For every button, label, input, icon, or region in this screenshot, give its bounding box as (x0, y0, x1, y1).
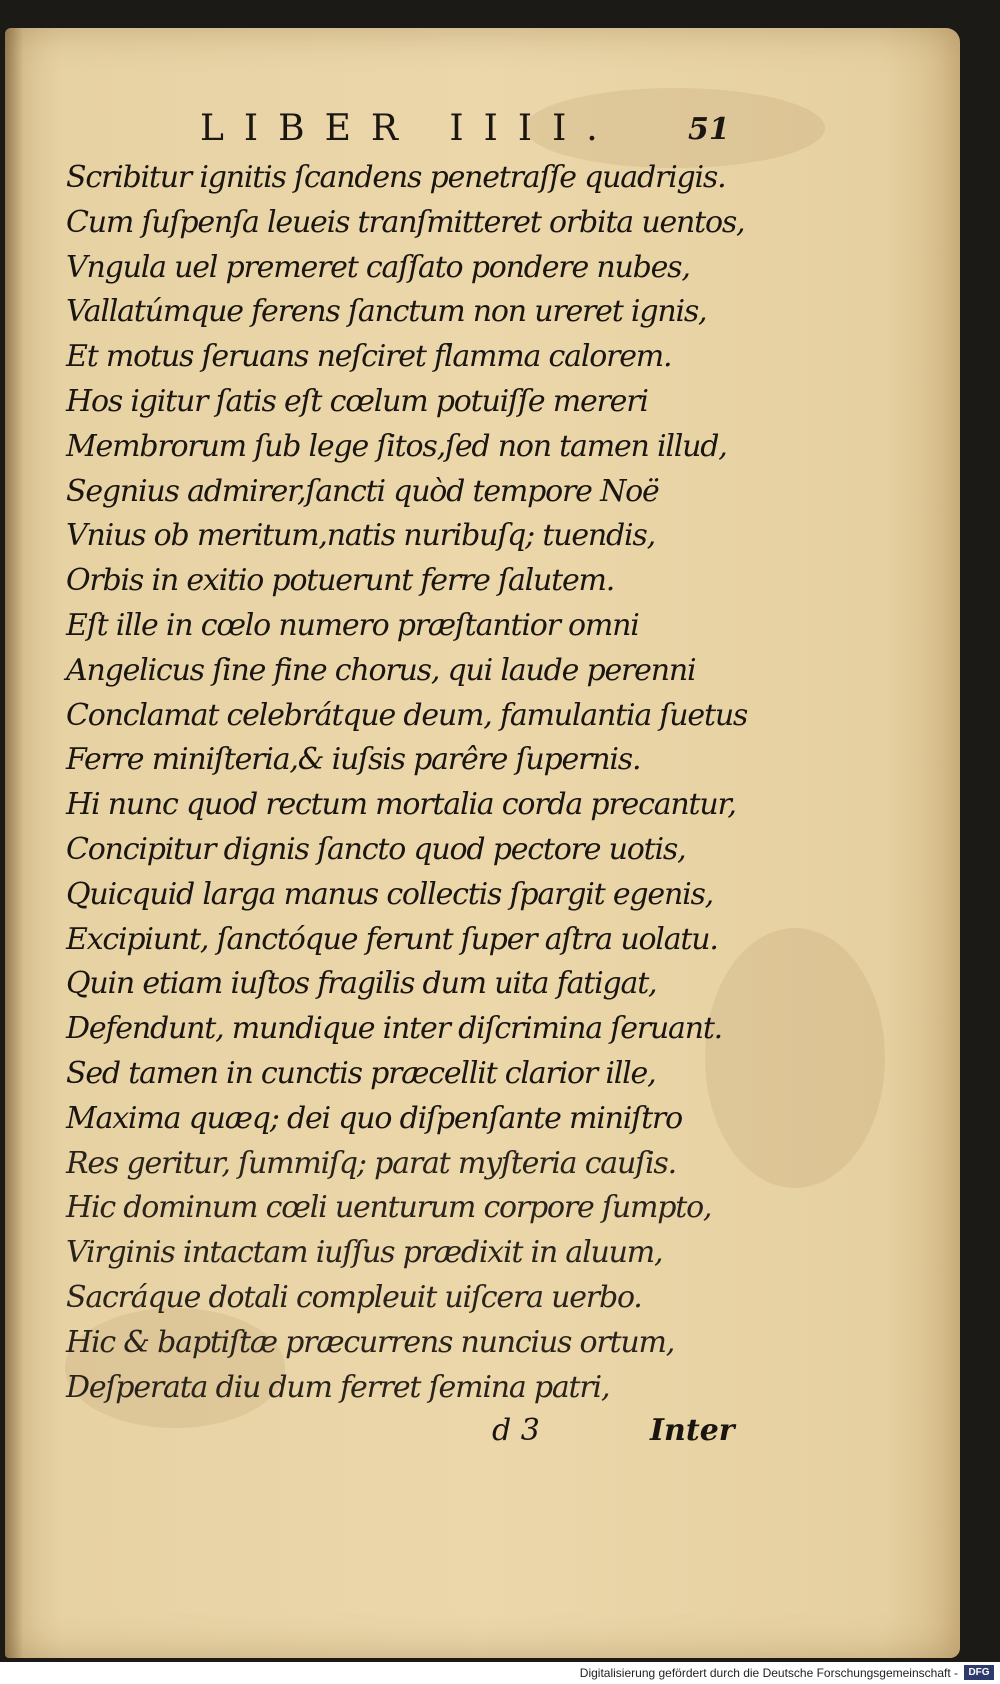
spine-shadow (5, 28, 23, 1658)
running-head: LIBER IIII. (200, 108, 618, 149)
verse-line: Quin etiam iuſtos fragilis dum uita fatigat, (66, 966, 657, 1002)
verse-line: Angelicus ſine fine chorus, qui laude perenni (66, 652, 696, 688)
verse-line: Defendunt, mundique inter diſcrimina ſeruant. (66, 1011, 723, 1047)
catchword: Inter (650, 1413, 735, 1448)
digitization-footer (0, 1662, 1000, 1684)
verse-line: Vngula uel premeret caſſato pondere nubes, (66, 249, 690, 285)
verse-line: Hi nunc quod rectum mortalia corda precantur, (66, 787, 736, 823)
verse-line: Hic dominum cœli uenturum corpore ſumpto, (66, 1190, 712, 1226)
verse-line: Conclamat celebrátque deum, famulantia ſuetus (66, 697, 748, 733)
verse-line: Eſt ille in cœlo numero præſtantior omni (66, 607, 639, 643)
verse-text (66, 156, 766, 1410)
verse-line: Et motus ſeruans neſciret flamma calorem. (66, 339, 672, 375)
verse-line: Cum ſuſpenſa leueis tranſmitteret orbita uentos, (66, 204, 745, 240)
verse-line: Membrorum ſub lege ſitos,ſed non tamen illud, (66, 428, 727, 464)
dfg-logo: DFG (964, 1665, 994, 1680)
verse-line: Orbis in exitio potuerunt ferre ſalutem. (66, 563, 615, 599)
funding-credit: Digitalisierung gefördert durch die Deutsche Forschungsgemeinschaft - (579, 1666, 958, 1680)
verse-line: Segnius admirer,ſancti quòd tempore Noë (66, 473, 659, 509)
verse-line: Maxima quæq; dei quo diſpenſante miniſtro (66, 1100, 682, 1136)
verse-line: Vnius ob meritum,natis nuribuſq; tuendis, (66, 518, 655, 554)
verse-line: Scribitur ignitis ſcandens penetraſſe quadrigis. (66, 160, 726, 195)
signature-mark: d 3 (492, 1413, 540, 1448)
verse-line: Hos igitur ſatis eſt cœlum potuiſſe mereri (66, 383, 648, 419)
verse-line: Hic & baptiſtæ præcurrens nuncius ortum, (66, 1324, 675, 1360)
verse-line: Concipitur dignis ſancto quod pectore uotis, (66, 831, 686, 867)
verse-line: Quicquid larga manus collectis ſpargit egenis, (66, 876, 714, 912)
verse-line: Vallatúmque ferens ſanctum non ureret ignis, (66, 294, 707, 330)
verse-line: Deſperata diu dum ferret ſemina patri, (66, 1369, 610, 1405)
verse-line: Virginis intactam iuſſus prædixit in aluum, (66, 1235, 663, 1271)
verse-line: Ferre miniſteria,& iuſsis parêre ſupernis. (66, 742, 641, 778)
verse-line: Sacráque dotali compleuit uiſcera uerbo. (66, 1279, 642, 1315)
verse-line: Res geritur, ſummiſq; parat myſteria cauſis. (66, 1145, 676, 1181)
page-number: 51 (688, 112, 730, 147)
verse-line: Excipiunt, ſanctóque ferunt ſuper aſtra uolatu. (66, 921, 718, 957)
verse-line: Sed tamen in cunctis præcellit clarior ille, (66, 1055, 656, 1091)
